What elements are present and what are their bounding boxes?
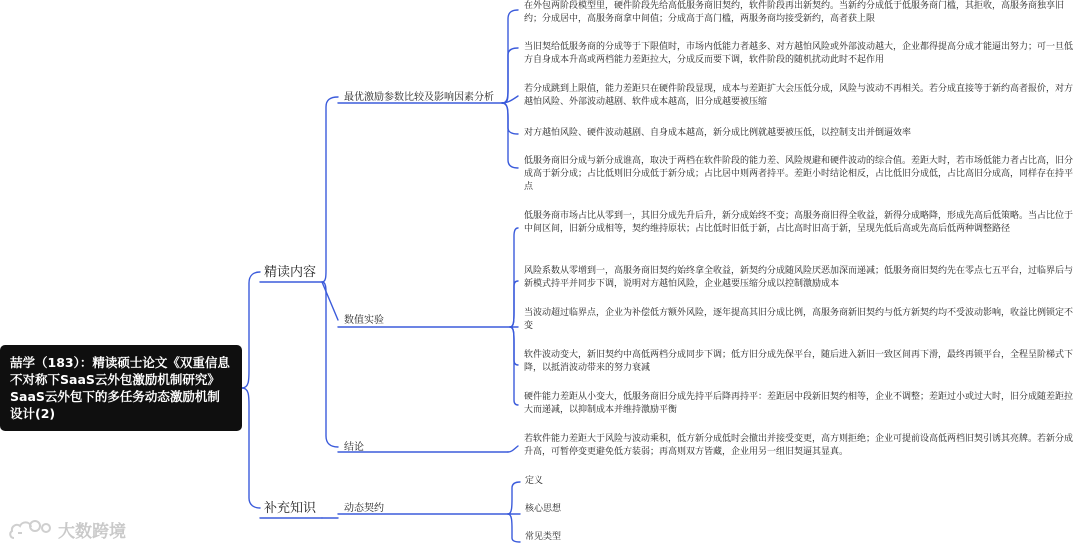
leaf-text: 若分成跳到上限值，能力差距只在硬件阶段显现，成本与差距扩大会压低分成，风险与波动不再相关。若分成直接等于新约高者报价，对方越怕风险、外部波动越剧、软件成本越高，旧分成越要被压缩 xyxy=(524,84,1074,107)
leaf-text: 若软件能力差距大于风险与波动乘积，低方新分成低时会撤出并接受变更，高方则拒绝；企业可提前设高低两档旧契引诱其亮牌。若新分成升高，可暂停变更避免低方装弱；再高则双方皆藏，企业用另一组旧契逼其显真。 xyxy=(524,434,1074,457)
leaf-experiment-2[interactable] xyxy=(524,265,1076,291)
leaf-optimal-1[interactable] xyxy=(524,0,1076,26)
leaf-text: 对方越怕风险、硬件波动越剧、自身成本越高，新分成比例就越要被压低，以控制支出并倒逼效率 xyxy=(524,128,912,138)
leaf-experiment-4[interactable] xyxy=(524,349,1076,375)
branch-read-content-label: 精读内容 xyxy=(264,265,317,280)
root-connectors xyxy=(242,272,260,508)
leaf-optimal-2[interactable] xyxy=(524,41,1076,67)
node-optimal-params-label: 最优激励参数比较及影响因素分析 xyxy=(344,92,494,103)
leaf-experiment-3[interactable] xyxy=(524,307,1076,333)
node-numerical-experiment-label: 数值实验 xyxy=(344,315,384,326)
watermark xyxy=(8,515,126,543)
leaf-optimal-4[interactable] xyxy=(524,127,1076,140)
leaf-core-idea[interactable] xyxy=(525,503,561,516)
leaf-common-types[interactable] xyxy=(525,531,561,544)
leaf-text: 低服务商旧分成与新分成谁高，取决于两档在软件阶段的能力差、风险规避和硬件波动的综合值。差距大时，若市场低能力者占比高，旧分成高于新分成；占比低则旧分成低于新分成；占比居中则两者持平。差距小时结论相反，占比低旧分成低，占比高旧分成高，同样存在持平点 xyxy=(524,156,1074,192)
branch-supplement[interactable] xyxy=(264,501,316,517)
node-dynamic-contract-label: 动态契约 xyxy=(344,503,384,514)
node-optimal-params[interactable] xyxy=(344,91,494,104)
optimal-connectors xyxy=(338,10,518,168)
leaf-text: 定义 xyxy=(525,476,544,486)
node-numerical-experiment[interactable] xyxy=(344,314,384,327)
leaf-experiment-5[interactable] xyxy=(524,391,1076,417)
leaf-text: 当旧契给低服务商的分成等于下限值时，市场内低能力者越多、对方越怕风险或外部波动越大，企业都得提高分成才能逼出努力；可一旦低方自身成本升高或两档能力差距拉大，分成反而要下调，软件阶段的随机扰动此时不起作用 xyxy=(524,42,1074,65)
conclusion-connectors xyxy=(338,446,518,452)
branch-supplement-label: 补充知识 xyxy=(264,501,317,516)
leaf-text: 软件波动变大，新旧契约中高低两档分成同步下调；低方旧分成先保平台，随后进入新旧一致区间再下滑，最终再锁平台，全程呈阶梯式下降，以抵消波动带来的努力衰减 xyxy=(524,350,1074,373)
leaf-text: 当波动超过临界点，企业为补偿低方额外风险，逐年提高其旧分成比例，高服务商新旧契约与低方新契约均不受波动影响，收益比例锁定不变 xyxy=(524,308,1074,331)
watermark-text: 大数跨境 xyxy=(58,521,126,542)
cloud-logo-icon xyxy=(8,516,52,542)
node-conclusion-label: 结论 xyxy=(344,442,364,453)
leaf-text: 低服务商市场占比从零到一，其旧分成先升后升，新分成始终不变；高服务商旧得全收益，新得分成略降，形成先高后低策略。当占比位于中间区间，旧新分成相等，契约维持原状；占比低时旧低于新，占比高时旧高于新，呈现先低后高或先高后低两种调整路径 xyxy=(524,211,1074,234)
node-dynamic-contract[interactable] xyxy=(344,502,384,515)
leaf-definition[interactable] xyxy=(525,475,543,488)
root-node[interactable] xyxy=(0,345,242,431)
leaf-text: 风险系数从零增到一，高服务商旧契约始终拿全收益，新契约分成随风险厌恶加深而递减；低服务商旧契约先在零点七五平台，过临界后与新模式持平并同步下调，说明对方越怕风险，企业越要压缩分成以控制激励成本 xyxy=(524,266,1074,289)
leaf-text: 硬件能力差距从小变大，低服务商旧分成先持平后降再持平：差距居中段新旧契约相等，企业不调整；差距过小或过大时，旧分成随差距拉大而递减，以抑制成本并维持激励平衡 xyxy=(524,392,1074,415)
leaf-text: 核心思想 xyxy=(525,504,562,514)
leaf-text: 在外包两阶段模型里，硬件阶段先给高低服务商旧契约，软件阶段再出新契约。当新约分成低于低服务商门槛，其拒收，高服务商独享旧约；分成居中，高服务商拿中间值；分成高于高门槛，两服务商均接受新约，高者获上限 xyxy=(524,1,1065,24)
leaf-conclusion-1[interactable] xyxy=(524,433,1076,459)
leaf-text: 常见类型 xyxy=(525,532,562,542)
root-title: 喆学（183）：精读硕士论文《双重信息不对称下SaaS云外包激励机制研究》SaaS云外包下的多任务动态激励机制设计(2) xyxy=(10,355,230,421)
leaf-optimal-3[interactable] xyxy=(524,83,1076,109)
leaf-optimal-5[interactable] xyxy=(524,155,1076,194)
node-conclusion[interactable] xyxy=(344,441,364,454)
leaf-experiment-1[interactable] xyxy=(524,210,1076,236)
branch-read-content[interactable] xyxy=(264,265,316,281)
